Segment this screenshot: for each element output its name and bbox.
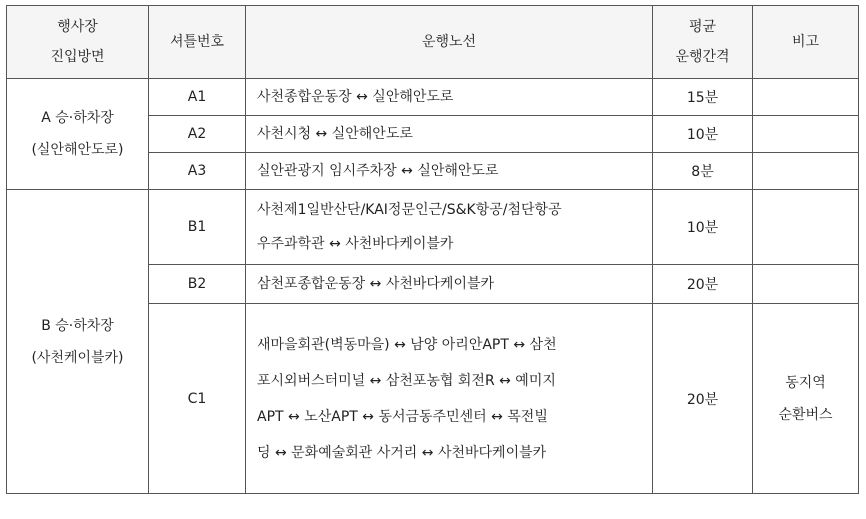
header-area-line: 행사장 — [57, 19, 98, 35]
route-line: 딩 ↔ 문화예술회관 사거리 ↔ 사천바다케이블카 — [257, 444, 547, 461]
table-row — [7, 79, 859, 116]
route-cell: 삼천포종합운동장 ↔ 사천바다케이블카 — [246, 265, 653, 304]
route-cell — [246, 304, 653, 494]
route-line: 우주과학관 ↔ 사천바다케이블카 — [257, 236, 454, 252]
shuttle-no-cell: A3 — [149, 153, 246, 190]
shuttle-no-cell: B1 — [149, 190, 246, 265]
route-cell: 사천종합운동장 ↔ 실안해안도로 — [246, 79, 653, 116]
remark-cell — [753, 304, 859, 494]
shuttle-no-cell: A2 — [149, 116, 246, 153]
interval-cell: 20분 — [653, 304, 753, 494]
area-line: (실안해안도로) — [31, 142, 124, 158]
header-area — [7, 6, 149, 79]
table-row — [7, 190, 859, 265]
remark-line: 동지역 — [785, 374, 826, 391]
route-line: 사천제1일반산단/KAI정문인근/S&K항공/첨단항공 — [257, 202, 562, 218]
shuttle-table — [6, 5, 859, 494]
route-line: 새마을회관(벽동마을) ↔ 남양 아리안APT ↔ 삼천 — [257, 336, 557, 353]
header-interval — [653, 6, 753, 79]
interval-cell: 15분 — [653, 79, 753, 116]
route-line: 포시외버스터미널 ↔ 삼천포농협 회전R ↔ 예미지 — [257, 372, 556, 389]
header-row — [7, 6, 859, 79]
interval-cell: 20분 — [653, 265, 753, 304]
remark-cell — [753, 116, 859, 153]
area-line: (사천케이블카) — [31, 349, 124, 366]
interval-cell: 10분 — [653, 116, 753, 153]
header-remark: 비고 — [753, 6, 859, 79]
shuttle-no-cell: A1 — [149, 79, 246, 116]
remark-line: 순환버스 — [778, 406, 833, 423]
route-cell: 사천시청 ↔ 실안해안도로 — [246, 116, 653, 153]
header-area-line: 진입방면 — [50, 49, 105, 65]
remark-cell — [753, 153, 859, 190]
remark-cell — [753, 265, 859, 304]
area-line: B 승·하차장 — [41, 317, 114, 334]
header-route: 운행노선 — [246, 6, 653, 79]
remark-cell — [753, 79, 859, 116]
header-interval-line: 평균 — [688, 19, 717, 35]
interval-cell: 10분 — [653, 190, 753, 265]
shuttle-no-cell: C1 — [149, 304, 246, 494]
area-cell-a — [7, 79, 149, 190]
interval-cell: 8분 — [653, 153, 753, 190]
area-line: A 승·하차장 — [41, 110, 114, 126]
remark-cell — [753, 190, 859, 265]
area-cell-b — [7, 190, 149, 494]
route-line: APT ↔ 노산APT ↔ 동서금동주민센터 ↔ 목전빌 — [257, 408, 548, 425]
shuttle-no-cell: B2 — [149, 265, 246, 304]
route-cell — [246, 190, 653, 265]
header-interval-line: 운행간격 — [675, 49, 730, 65]
header-shuttle-no: 셔틀번호 — [149, 6, 246, 79]
route-cell: 실안관광지 임시주차장 ↔ 실안해안도로 — [246, 153, 653, 190]
